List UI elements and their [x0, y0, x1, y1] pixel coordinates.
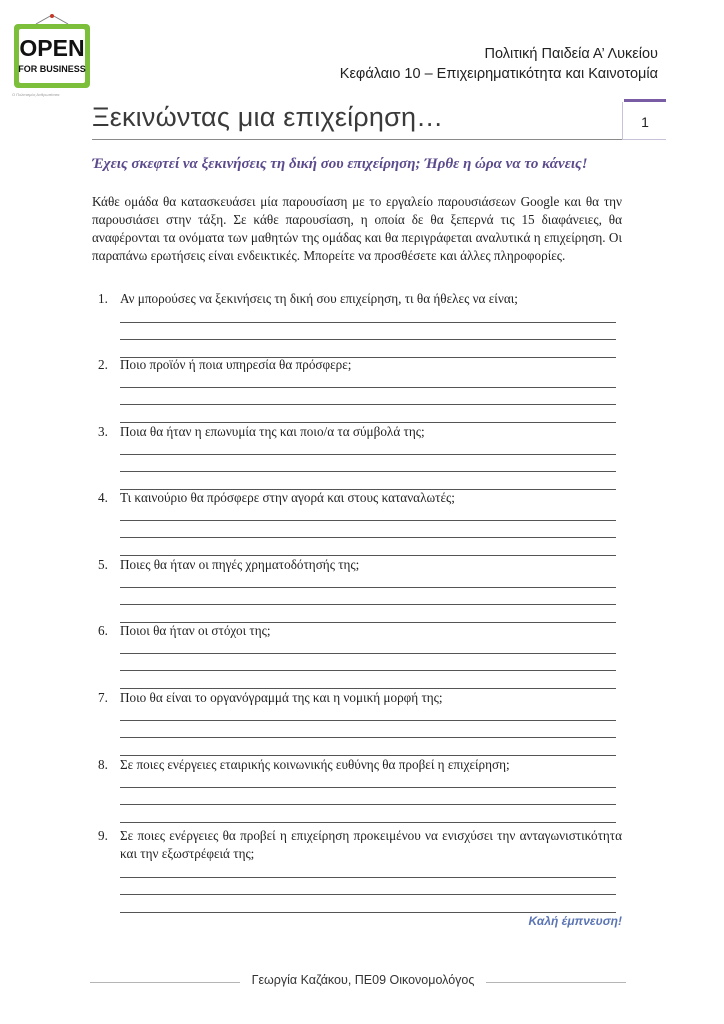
intro-paragraph: Κάθε ομάδα θα κατασκευάσει μία παρουσίαση με το εργαλείο παρουσιάσεων Google και θα την παρουσιάσει στην τάξη. Σε κάθε παρουσίαση, η οποία δε θα ξεπερνά τις 15 διαφάνειες, θα αναφέρονται τα ονόματα των μαθητών της ομάδας και θα περιγράφεται αναλυτικά η επιχείρηση. Οι παραπάνω ερωτήσεις είναι ενδεικτικές. Μπορείτε να προσθέσετε και άλλες πληροφορίες.: [92, 194, 622, 263]
question-number: 6.: [98, 623, 108, 638]
footer-rule-left: [90, 982, 240, 983]
answer-line[interactable]: [120, 804, 616, 805]
question-number: 4.: [98, 490, 108, 505]
question-text: Ποια θα ήταν η επωνυμία της και ποιο/α τα σύμβολά της;: [120, 424, 425, 439]
answer-line[interactable]: [120, 653, 616, 654]
question-number: 7.: [98, 690, 108, 705]
question-number: 1.: [98, 291, 108, 306]
page-title: Ξεκινώντας μια επιχείρηση…: [92, 102, 444, 132]
question-text: Αν μπορούσες να ξεκινήσεις τη δική σου επιχείρηση, τι θα ήθελες να είναι;: [120, 291, 518, 306]
logo-caption: Ο Πολιτισμός Ανθρωπίσσα: [12, 92, 60, 97]
question-number: 8.: [98, 757, 108, 772]
title-underline: [92, 139, 622, 140]
question-text: Ποιο προϊόν ή ποια υπηρεσία θα πρόσφερε;: [120, 357, 352, 372]
question-text: Ποιες θα ήταν οι πηγές χρηματοδότησής της;: [120, 557, 360, 572]
answer-line[interactable]: [120, 822, 616, 823]
answer-line[interactable]: [120, 339, 616, 340]
answer-line[interactable]: [120, 894, 616, 895]
question-text: Τι καινούριο θα πρόσφερε στην αγορά και στους καταναλωτές;: [120, 490, 455, 505]
question-number: 3.: [98, 424, 108, 439]
question-item: [92, 290, 622, 308]
answer-line[interactable]: [120, 537, 616, 538]
page-number: 1: [641, 114, 649, 130]
lead-question: Έχεις σκεφτεί να ξεκινήσεις τη δική σου επιχείρηση; Ήρθε η ώρα να το κάνεις!: [92, 156, 588, 172]
question-item: [92, 489, 622, 507]
answer-line[interactable]: [120, 670, 616, 671]
svg-text:FOR BUSINESS: FOR BUSINESS: [18, 64, 86, 74]
chapter-name: Κεφάλαιο 10 – Επιχειρηματικότητα και Καινοτομία: [339, 66, 658, 82]
question-number: 2.: [98, 357, 108, 372]
question-text: Σε ποιες ενέργειες εταιρικής κοινωνικής ευθύνης θα προβεί η επιχείρηση;: [120, 757, 510, 772]
document-header: [340, 44, 658, 84]
answer-line[interactable]: [120, 787, 616, 788]
question-item: [92, 622, 622, 640]
question-text: Σε ποιες ενέργειες θα προβεί η επιχείρηση προκειμένου να ενισχύσει την ανταγωνιστικότητα και την εξωστρέφειά της;: [120, 828, 622, 861]
open-for-business-logo: [12, 14, 92, 90]
answer-line[interactable]: [120, 587, 616, 588]
question-item: [92, 356, 622, 374]
answer-line[interactable]: [120, 404, 616, 405]
answer-line[interactable]: [120, 877, 616, 878]
answer-line[interactable]: [120, 471, 616, 472]
page-number-accent-bar: [624, 99, 666, 102]
answer-line[interactable]: [120, 604, 616, 605]
question-number: 9.: [98, 828, 108, 843]
course-name: Πολιτική Παιδεία Α’ Λυκείου: [484, 46, 658, 62]
question-item: [92, 423, 622, 441]
question-item: [92, 689, 622, 707]
answer-line[interactable]: [120, 454, 616, 455]
answer-line[interactable]: [120, 912, 616, 913]
question-item: [92, 556, 622, 574]
question-text: Ποιοι θα ήταν οι στόχοι της;: [120, 623, 271, 638]
page-number-divider: [622, 102, 623, 140]
svg-text:OPEN: OPEN: [19, 35, 85, 61]
question-text: Ποιο θα είναι το οργανόγραμμά της και η νομική μορφή της;: [120, 690, 443, 705]
answer-line[interactable]: [120, 387, 616, 388]
answer-line[interactable]: [120, 737, 616, 738]
question-number: 5.: [98, 557, 108, 572]
page-number-underline: [622, 139, 666, 140]
answer-line[interactable]: [120, 520, 616, 521]
footer-rule-right: [486, 982, 626, 983]
question-item: [92, 756, 622, 774]
answer-line[interactable]: [120, 322, 616, 323]
closing-message: Καλή έμπνευση!: [528, 914, 622, 928]
question-item: [92, 827, 622, 863]
answer-line[interactable]: [120, 720, 616, 721]
footer-author: Γεωργία Καζάκου, ΠΕ09 Οικονομολόγος: [251, 973, 475, 987]
